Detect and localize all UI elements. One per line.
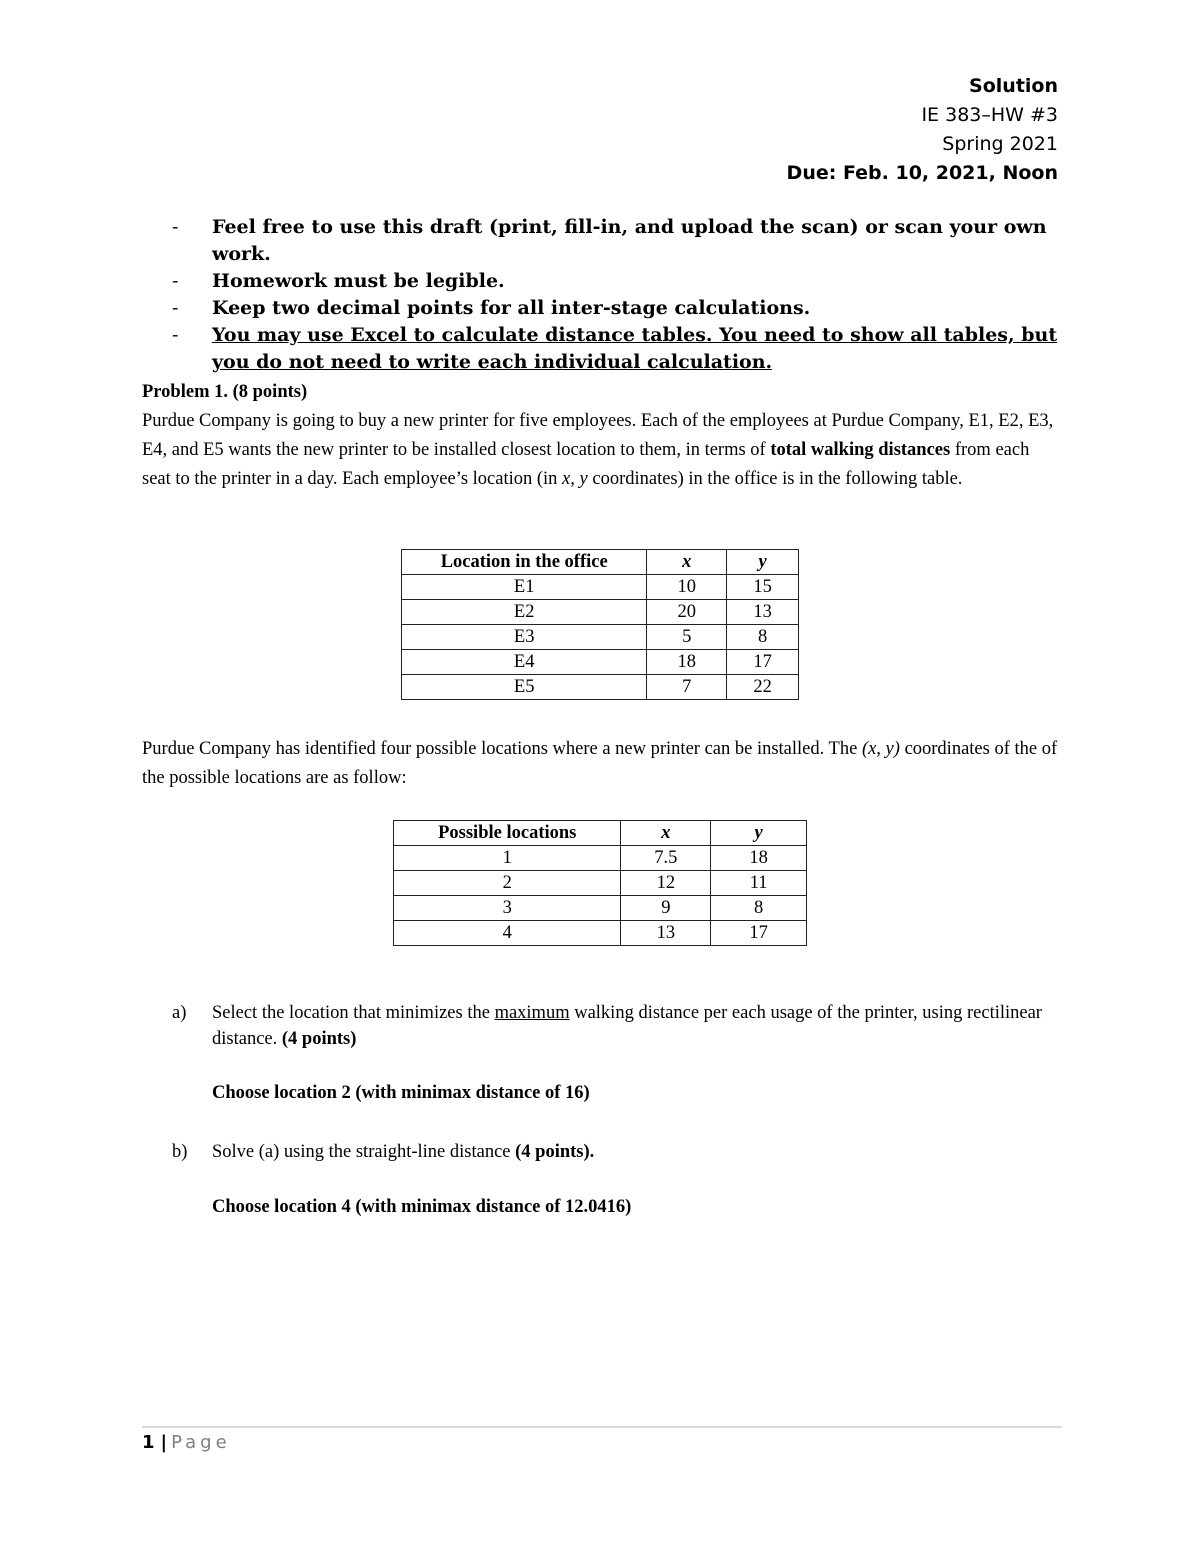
problem-title: Problem 1. (8 points) (142, 382, 308, 402)
table-header-row (402, 550, 799, 575)
problem-1-section (142, 378, 1062, 494)
table-row: E2 20 13 (402, 600, 799, 625)
table-header-row (394, 821, 807, 846)
page-footer (142, 1432, 231, 1453)
answer-a: Choose location 2 (with minimax distance of 16) (212, 1083, 590, 1103)
instruction-item: - Homework must be legible. (172, 270, 505, 292)
footer-divider (142, 1426, 1062, 1428)
question-label: b) (172, 1142, 188, 1162)
question-a (172, 1000, 1062, 1052)
column-header: y (727, 550, 799, 575)
header-due-date: Due: Feb. 10, 2021, Noon (786, 162, 1058, 184)
table-row: 4 13 17 (394, 921, 807, 946)
page-label: Page (171, 1432, 231, 1453)
column-header: Possible locations (394, 821, 621, 846)
answer-b: Choose location 4 (with minimax distance of 12.0416) (212, 1197, 632, 1217)
instruction-item: - Keep two decimal points for all inter-stage calculations. (172, 297, 811, 319)
table-row: 2 12 11 (394, 871, 807, 896)
instruction-text: Feel free to use this draft (print, fill-in, and upload the scan) or scan your own work. (212, 216, 1047, 265)
header-term: Spring 2021 (942, 133, 1058, 155)
table-row: E4 18 17 (402, 650, 799, 675)
question-label: a) (172, 1003, 187, 1023)
table-row: E1 10 15 (402, 575, 799, 600)
instruction-text: Homework must be legible. (212, 270, 505, 292)
problem-paragraph: Purdue Company is going to buy a new printer for five employees. Each of the employees at Purdue Company, E1, E2, E3, E4, and E5 wants the new printer to be installed closest location to them, in terms of total walking distances from each seat to the printer in a day. Each employee’s location (in x, y coordinates) in the office is in the following table. (142, 411, 1054, 489)
table-row: 3 9 8 (394, 896, 807, 921)
column-header: x (647, 550, 727, 575)
possible-locations-paragraph: Purdue Company has identified four possible locations where a new printer can be installed. The (x, y) coordinates of the of the possible locations are as follow: (142, 739, 1058, 788)
instruction-item: - You may use Excel to calculate distance tables. You need to show all tables, but you do not need to write each individual calculation. (172, 324, 1058, 373)
table-row: 1 7.5 18 (394, 846, 807, 871)
instruction-list (172, 214, 1062, 376)
instruction-text: Keep two decimal points for all inter-stage calculations. (212, 297, 811, 319)
column-header: Location in the office (402, 550, 647, 575)
possible-locations-table (393, 820, 807, 946)
instruction-item: - Feel free to use this draft (print, fill-in, and upload the scan) or scan your own work. (172, 216, 1047, 265)
question-text: Solve (a) using the straight-line distance (4 points). (212, 1142, 595, 1162)
footer-separator: | (160, 1432, 168, 1453)
employee-location-table (401, 549, 799, 700)
question-text: Select the location that minimizes the maximum walking distance per each usage of the printer, using rectilinear distance. (4 points) (212, 1003, 1042, 1049)
question-b (172, 1139, 1062, 1165)
document-header (787, 72, 1058, 188)
table-row: E3 5 8 (402, 625, 799, 650)
header-course: IE 383–HW #3 (921, 104, 1058, 126)
column-header: x (621, 821, 711, 846)
instruction-text: You may use Excel to calculate distance tables. You need to show all tables, but you do not need to write each individual calculation. (212, 324, 1058, 373)
page-number: 1 (142, 1432, 155, 1453)
header-title: Solution (969, 75, 1058, 97)
column-header: y (711, 821, 807, 846)
table-row: E5 7 22 (402, 675, 799, 700)
